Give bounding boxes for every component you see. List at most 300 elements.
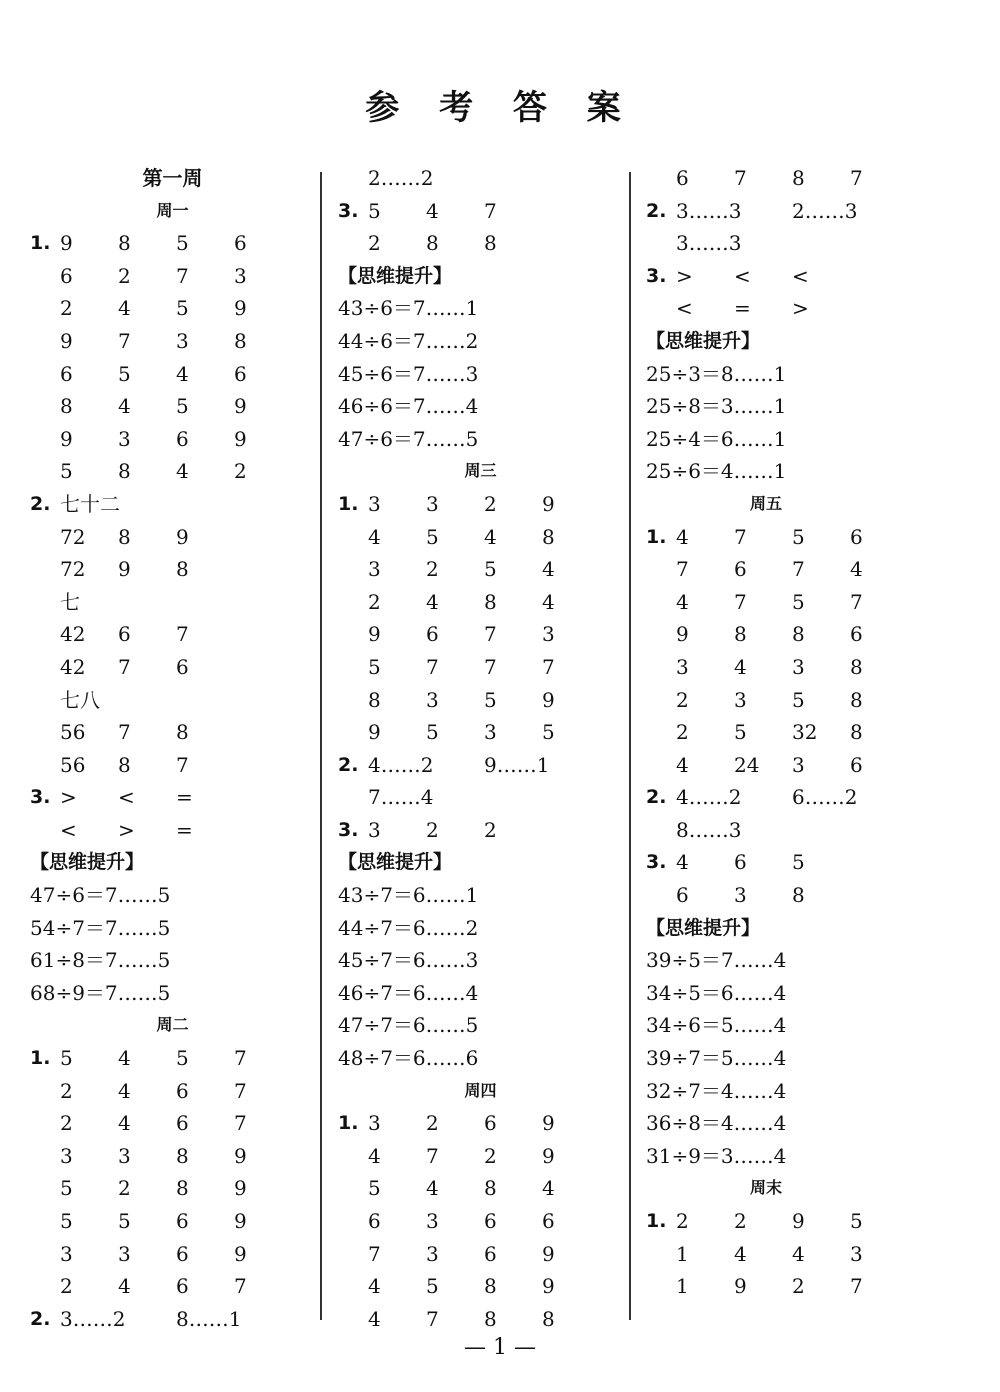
section-heading: 【思维提升】 <box>338 851 453 874</box>
answer-row <box>338 1205 623 1238</box>
answer-cell: = <box>176 785 193 810</box>
answer-cell: 4 <box>792 1241 805 1266</box>
answer-row <box>338 195 623 228</box>
answer-cell: 4 <box>676 524 689 549</box>
section-heading: 【思维提升】 <box>338 264 453 287</box>
answer-cell: 4 <box>118 1111 131 1136</box>
answer-cell: 3 <box>734 687 747 712</box>
answer-cell: 3 <box>234 263 247 288</box>
answer-row <box>30 618 315 651</box>
column-divider <box>320 172 322 1320</box>
answer-cell: 2 <box>60 1111 73 1136</box>
answer-row <box>30 227 315 260</box>
answer-cell: 2 <box>676 1209 689 1233</box>
answer-cell: 9 <box>676 622 689 647</box>
answer-cell: 4 <box>734 654 747 679</box>
answer-cell: 4……2 <box>368 752 434 777</box>
answer-cell: 七 <box>60 589 80 614</box>
equation-line: 48÷7＝6……6 <box>338 1046 479 1071</box>
answer-cell: 6 <box>850 622 863 647</box>
answer-row <box>338 618 623 651</box>
answer-row <box>646 227 886 260</box>
answer-row <box>338 1270 623 1303</box>
answer-cell: 9 <box>542 1143 555 1168</box>
answer-cell: 5 <box>542 720 555 745</box>
equation-line: 45÷6＝7……3 <box>338 361 479 386</box>
answer-row <box>646 618 886 651</box>
answer-cell: 3……3 <box>676 231 742 256</box>
answer-cell: 7 <box>176 263 189 288</box>
answer-cell: < <box>60 817 77 842</box>
answer-row <box>646 1205 886 1238</box>
answer-cell: 3 <box>368 817 381 842</box>
question-number: 3. <box>30 786 51 809</box>
answer-cell: 2 <box>792 1274 805 1299</box>
equation-line: 43÷6＝7……1 <box>338 296 479 321</box>
section-heading: 【思维提升】 <box>646 329 761 352</box>
answer-cell: 9 <box>234 1143 247 1168</box>
answer-row <box>646 749 886 782</box>
answer-column-2 <box>338 162 623 1335</box>
answer-row <box>30 1303 315 1336</box>
answer-row <box>30 749 315 782</box>
answer-column-1 <box>30 162 315 1335</box>
answer-cell: 3 <box>792 654 805 679</box>
answer-cell: 3 <box>734 883 747 908</box>
answer-cell: 4 <box>542 557 555 582</box>
answer-row <box>30 1075 315 1108</box>
answer-cell: 6 <box>542 1209 555 1233</box>
answer-cell: 3 <box>426 687 439 712</box>
answer-cell: 7 <box>118 328 131 353</box>
answer-cell: 4 <box>426 1176 439 1201</box>
answer-row <box>30 390 315 423</box>
answer-row <box>30 1140 315 1173</box>
answer-cell: 6 <box>850 752 863 777</box>
question-number: 1. <box>338 1112 359 1135</box>
answer-cell: 3 <box>850 1241 863 1266</box>
answer-cell: 7……4 <box>368 785 434 810</box>
answer-cell: 7 <box>734 524 747 549</box>
answer-cell: 4 <box>676 752 689 777</box>
answer-row <box>646 195 886 228</box>
answer-cell: 3 <box>118 1143 131 1168</box>
answer-cell: 6 <box>176 1111 189 1136</box>
answer-cell: 9……1 <box>484 752 550 777</box>
equation-line: 25÷3＝8……1 <box>646 361 787 386</box>
answer-cell: 9 <box>368 622 381 647</box>
answer-cell: 5 <box>426 1274 439 1299</box>
answer-cell: 32 <box>792 720 818 745</box>
answer-row <box>30 1107 315 1140</box>
answer-cell: 3 <box>426 1209 439 1233</box>
answer-cell: 4 <box>484 524 497 549</box>
answer-cell: 8 <box>850 654 863 679</box>
answer-cell: 9 <box>792 1209 805 1233</box>
answer-cell: 3 <box>676 654 689 679</box>
answer-cell: 2 <box>484 491 497 516</box>
answer-cell: 2 <box>368 589 381 614</box>
answer-cell: 8 <box>484 1176 497 1201</box>
answer-cell: 8 <box>176 720 189 745</box>
answer-cell: 5 <box>426 524 439 549</box>
answer-cell: 6 <box>176 654 189 679</box>
answer-row <box>30 325 315 358</box>
answer-cell: 7 <box>234 1046 247 1071</box>
answer-row <box>338 749 623 782</box>
answer-cell: 9 <box>734 1274 747 1299</box>
answer-cell: 3……3 <box>676 198 742 223</box>
answer-cell: 8 <box>118 459 131 484</box>
answer-cell: 5 <box>368 654 381 679</box>
equation-line: 34÷6＝5……4 <box>646 1013 787 1038</box>
answer-cell: 2……3 <box>792 198 858 223</box>
question-number: 3. <box>646 264 667 287</box>
answer-cell: 5 <box>176 296 189 321</box>
answer-cell: 6 <box>176 1078 189 1103</box>
question-number: 3. <box>338 818 359 841</box>
answer-cell: 5 <box>426 720 439 745</box>
answer-row <box>30 292 315 325</box>
answer-row <box>646 162 886 195</box>
answer-cell: 9 <box>234 426 247 451</box>
answer-cell: 3 <box>118 426 131 451</box>
answer-cell: 9 <box>542 687 555 712</box>
answer-cell: 24 <box>734 752 760 777</box>
answer-row <box>338 1140 623 1173</box>
answer-cell: 5 <box>60 1046 73 1071</box>
answer-row <box>646 846 886 879</box>
answer-row <box>338 814 623 847</box>
section-heading: 【思维提升】 <box>646 916 761 939</box>
answer-row <box>30 1172 315 1205</box>
answer-row <box>646 260 886 293</box>
equation-line: 54÷7＝7……5 <box>30 915 171 940</box>
answer-cell: 5 <box>792 589 805 614</box>
answer-cell: 2 <box>60 296 73 321</box>
answer-cell: 3 <box>118 1241 131 1266</box>
answer-cell: 7 <box>734 589 747 614</box>
answer-cell: 5 <box>850 1209 863 1233</box>
answer-row <box>338 1238 623 1271</box>
answer-row <box>646 292 886 325</box>
answer-cell: 8 <box>176 557 189 582</box>
answer-cell: 5 <box>176 1046 189 1071</box>
answer-cell: 8 <box>118 524 131 549</box>
answer-cell: 6 <box>234 231 247 256</box>
question-number: 1. <box>646 1210 667 1232</box>
answer-cell: 9 <box>60 426 73 451</box>
day-heading: 周一 <box>156 200 189 220</box>
day-heading: 周二 <box>156 1015 189 1035</box>
question-number: 3. <box>646 851 667 874</box>
answer-cell: 4 <box>734 1241 747 1266</box>
answer-cell: 3 <box>368 1111 381 1136</box>
answer-row <box>338 1172 623 1205</box>
answer-cell: 6 <box>60 361 73 386</box>
answer-cell: 4 <box>118 1078 131 1103</box>
answer-cell: 2……2 <box>368 166 434 190</box>
answer-row <box>30 1042 315 1075</box>
answer-cell: 8 <box>426 231 439 256</box>
answer-cell: 7 <box>484 198 497 223</box>
answer-cell: 7 <box>234 1111 247 1136</box>
answer-row <box>338 1303 623 1336</box>
answer-cell: 7 <box>734 166 747 190</box>
answer-cell: 6 <box>426 622 439 647</box>
answer-cell: 8 <box>850 687 863 712</box>
answer-cell: 7 <box>676 557 689 582</box>
answer-cell: 4 <box>176 459 189 484</box>
equation-line: 43÷7＝6……1 <box>338 883 479 908</box>
answer-cell: 7 <box>792 557 805 582</box>
question-number: 1. <box>646 525 667 548</box>
answer-cell: 2 <box>60 1078 73 1103</box>
answer-cell: 9 <box>368 720 381 745</box>
equation-line: 25÷8＝3……1 <box>646 394 787 419</box>
answer-cell: 8 <box>176 1176 189 1201</box>
answer-cell: 8 <box>368 687 381 712</box>
answer-cell: 七十二 <box>60 491 120 516</box>
answer-row <box>30 455 315 488</box>
answer-cell: 9 <box>118 557 131 582</box>
answer-cell: 4 <box>176 361 189 386</box>
answer-row <box>646 1238 886 1271</box>
answer-cell: 8……1 <box>176 1306 242 1331</box>
answer-cell: 3 <box>60 1241 73 1266</box>
answer-cell: 3 <box>542 622 555 647</box>
answer-cell: < <box>118 785 135 810</box>
answer-cell: 8 <box>484 1306 497 1331</box>
answer-cell: 3 <box>426 1241 439 1266</box>
answer-cell: 5 <box>176 231 189 256</box>
answer-cell: 7 <box>484 654 497 679</box>
answer-cell: 6 <box>734 557 747 582</box>
answer-cell: 3 <box>60 1143 73 1168</box>
answer-cell: 3 <box>426 491 439 516</box>
answer-cell: 6 <box>850 524 863 549</box>
answer-cell: 6 <box>176 1274 189 1299</box>
answer-row <box>30 684 315 717</box>
equation-line: 44÷6＝7……2 <box>338 328 479 353</box>
answer-cell: 8 <box>484 231 497 256</box>
answer-cell: 6 <box>676 166 689 190</box>
answer-column-3 <box>646 162 886 1303</box>
answer-cell: 4 <box>118 1046 131 1071</box>
answer-cell: 6 <box>368 1209 381 1233</box>
week-heading: 第一周 <box>142 166 203 190</box>
answer-row <box>30 651 315 684</box>
answer-cell: 6 <box>118 622 131 647</box>
answer-cell: 4 <box>368 1143 381 1168</box>
answer-row <box>30 521 315 554</box>
answer-row <box>646 781 886 814</box>
question-number: 1. <box>30 232 51 255</box>
answer-row <box>338 716 623 749</box>
answer-cell: 5 <box>368 198 381 223</box>
answer-row <box>338 553 623 586</box>
answer-cell: 4 <box>542 589 555 614</box>
answer-cell: 3 <box>368 491 381 516</box>
answer-cell: 8 <box>118 752 131 777</box>
answer-row <box>338 651 623 684</box>
answer-cell: 72 <box>60 524 86 549</box>
answer-cell: 七八 <box>60 687 100 712</box>
answer-cell: 6……2 <box>792 785 858 810</box>
answer-cell: 5 <box>484 557 497 582</box>
answer-cell: 5 <box>734 720 747 745</box>
answer-cell: 9 <box>234 1209 247 1233</box>
answer-cell: 6 <box>734 850 747 875</box>
section-heading: 【思维提升】 <box>30 851 145 874</box>
answer-cell: 6 <box>484 1241 497 1266</box>
equation-line: 34÷5＝6……4 <box>646 980 787 1005</box>
day-heading: 周三 <box>464 461 497 481</box>
answer-cell: 9 <box>234 1176 247 1201</box>
answer-cell: 42 <box>60 622 86 647</box>
answer-cell: 5 <box>792 687 805 712</box>
answer-row <box>30 553 315 586</box>
answer-row <box>30 586 315 619</box>
answer-cell: 8 <box>542 524 555 549</box>
question-number: 2. <box>30 1307 51 1330</box>
question-number: 1. <box>338 492 359 515</box>
answer-cell: = <box>176 817 193 842</box>
answer-cell: 72 <box>60 557 86 582</box>
answer-row <box>30 423 315 456</box>
answer-row <box>646 716 886 749</box>
answer-cell: 2 <box>118 263 131 288</box>
equation-line: 68÷9＝7……5 <box>30 980 171 1005</box>
answer-cell: 5 <box>368 1176 381 1201</box>
equation-line: 47÷6＝7……5 <box>30 883 171 908</box>
equation-line: 39÷5＝7……4 <box>646 948 787 973</box>
answer-cell: 2 <box>484 817 497 842</box>
answer-cell: 4 <box>426 198 439 223</box>
answer-cell: 5 <box>176 394 189 419</box>
answer-row <box>338 227 623 260</box>
answer-cell: 4 <box>368 524 381 549</box>
answer-cell: 7 <box>426 1143 439 1168</box>
answer-row <box>646 586 886 619</box>
answer-cell: 2 <box>234 459 247 484</box>
answer-cell: 2 <box>426 557 439 582</box>
answer-cell: 3 <box>176 328 189 353</box>
answer-cell: 5 <box>60 1176 73 1201</box>
answer-row <box>30 716 315 749</box>
answer-row <box>30 1205 315 1238</box>
answer-cell: 7 <box>426 1306 439 1331</box>
answer-row <box>338 684 623 717</box>
answer-cell: > <box>118 817 135 842</box>
answer-cell: 7 <box>118 720 131 745</box>
answer-cell: 9 <box>60 328 73 353</box>
answer-cell: 6 <box>176 1241 189 1266</box>
answer-cell: 7 <box>850 166 863 190</box>
answer-cell: 1 <box>676 1241 689 1266</box>
answer-cell: 9 <box>542 1111 555 1136</box>
answer-cell: 2 <box>676 687 689 712</box>
answer-cell: 9 <box>234 394 247 419</box>
answer-cell: 2 <box>426 1111 439 1136</box>
answer-cell: 6 <box>234 361 247 386</box>
answer-cell: 56 <box>60 720 86 745</box>
equation-line: 36÷8＝4……4 <box>646 1111 787 1136</box>
equation-line: 32÷7＝4……4 <box>646 1078 787 1103</box>
answer-cell: 5 <box>792 850 805 875</box>
answer-row <box>338 586 623 619</box>
answer-cell: 8……3 <box>676 817 742 842</box>
answer-cell: 8 <box>792 622 805 647</box>
answer-cell: 7 <box>234 1274 247 1299</box>
equation-line: 46÷7＝6……4 <box>338 980 479 1005</box>
answer-cell: 4 <box>368 1306 381 1331</box>
answer-cell: 3 <box>368 557 381 582</box>
answer-cell: 9 <box>60 231 73 256</box>
answer-cell: 9 <box>176 524 189 549</box>
page-title: 参 考 答 案 <box>365 88 635 128</box>
answer-cell: 8 <box>792 883 805 908</box>
answer-cell: 7 <box>368 1241 381 1266</box>
answer-cell: 7 <box>850 589 863 614</box>
answer-cell: 56 <box>60 752 86 777</box>
answer-cell: 7 <box>542 654 555 679</box>
answer-cell: 2 <box>426 817 439 842</box>
equation-line: 47÷7＝6……5 <box>338 1013 479 1038</box>
equation-line: 61÷8＝7……5 <box>30 948 171 973</box>
answer-cell: 6 <box>676 883 689 908</box>
answer-cell: = <box>734 296 751 321</box>
equation-line: 25÷6＝4……1 <box>646 459 787 484</box>
column-divider <box>629 172 631 1320</box>
answer-cell: 4 <box>118 1274 131 1299</box>
answer-cell: 8 <box>60 394 73 419</box>
answer-cell: 4 <box>426 589 439 614</box>
answer-cell: > <box>60 785 77 810</box>
answer-cell: 4 <box>118 296 131 321</box>
answer-cell: 7 <box>426 654 439 679</box>
answer-cell: 9 <box>542 1274 555 1299</box>
answer-cell: 8 <box>484 1274 497 1299</box>
answer-row <box>646 553 886 586</box>
answer-row <box>30 358 315 391</box>
answer-cell: 9 <box>234 1241 247 1266</box>
answer-cell: 4 <box>368 1274 381 1299</box>
answer-cell: 6 <box>176 426 189 451</box>
answer-cell: 7 <box>176 752 189 777</box>
equation-line: 31÷9＝3……4 <box>646 1143 787 1168</box>
answer-cell: 7 <box>234 1078 247 1103</box>
answer-cell: 9 <box>234 296 247 321</box>
answer-cell: 4 <box>118 394 131 419</box>
equation-line: 45÷7＝6……3 <box>338 948 479 973</box>
answer-cell: 8 <box>176 1143 189 1168</box>
answer-cell: 2 <box>484 1143 497 1168</box>
answer-cell: 3 <box>484 720 497 745</box>
answer-row <box>30 260 315 293</box>
answer-row <box>30 488 315 521</box>
answer-row <box>338 521 623 554</box>
answer-cell: 4 <box>676 589 689 614</box>
question-number: 2. <box>646 199 667 222</box>
answer-cell: 7 <box>118 654 131 679</box>
answer-row <box>30 1270 315 1303</box>
answer-cell: 9 <box>542 1241 555 1266</box>
equation-line: 46÷6＝7……4 <box>338 394 479 419</box>
equation-line: 39÷7＝5……4 <box>646 1046 787 1071</box>
answer-cell: 2 <box>734 1209 747 1233</box>
day-heading: 周四 <box>464 1080 497 1100</box>
